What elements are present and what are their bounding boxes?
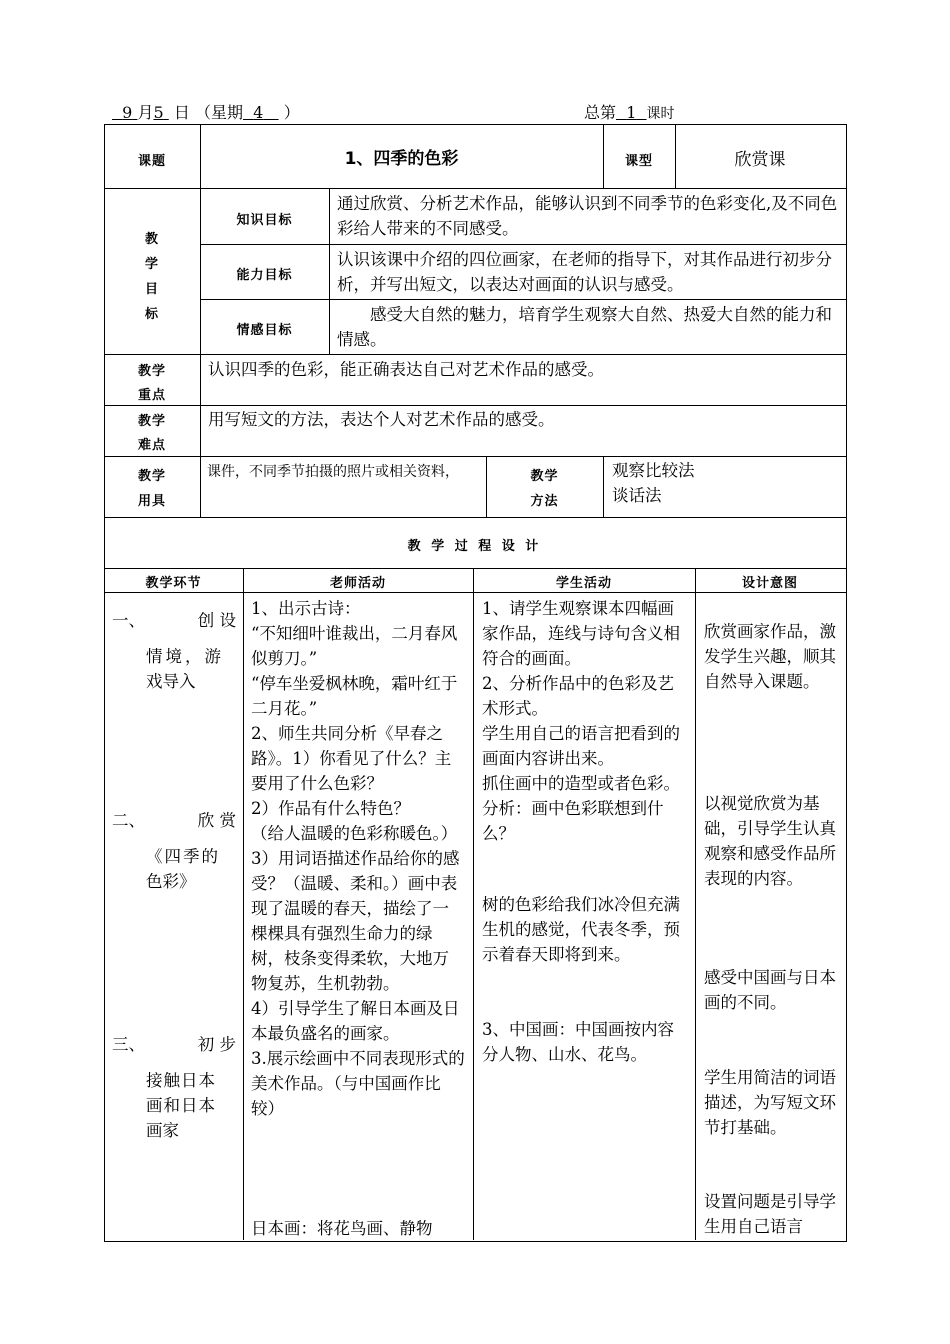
student-line: 树的色彩给我们冰冷但充满生机的感觉，代表冬季，预示着春天即将到来。: [482, 895, 680, 964]
topic-label: 课题: [137, 154, 166, 169]
intent-item: 以视觉欣赏为基础，引导学生认真观察和感受作品所表现的内容。: [704, 794, 836, 888]
teacher-line: 2）作品有什么特色？: [251, 799, 410, 818]
lesson-type: 欣赏课: [734, 150, 786, 170]
intent-item: 感受中国画与日本画的不同。: [704, 968, 836, 1012]
student-line: 学生用自己的语言把看到的画面内容讲出来。: [482, 724, 680, 768]
tools-text: 课件，不同季节拍摄的照片或相关资料，: [207, 464, 459, 480]
process-title: 教 学 过 程 设 计: [407, 539, 542, 554]
knowledge-objective: 通过欣赏、分析艺术作品，能够认识到不同季节的色彩变化,及不同色彩给人带来的不同感受。: [337, 194, 838, 238]
intent-item: 学生用简洁的词语描述，为写短文环节打基础。: [704, 1068, 836, 1137]
ability-objective: 认识该课中介绍的四位画家，在老师的指导下，对其作品进行初步分析，并写出短文，以表达对画面的认识与感受。: [337, 250, 832, 294]
method-item: 观察比较法: [612, 461, 695, 480]
student-activity: [482, 596, 690, 846]
student-line: 2、分析作品中的色彩及艺术形式。: [482, 674, 674, 718]
teacher-activity: [251, 596, 465, 1121]
objectives-label-char: 标: [144, 307, 159, 322]
total-value: 1: [626, 103, 637, 122]
difficulty-label: 教学 难点: [137, 414, 166, 453]
col-header-intent: 设计意图: [741, 576, 798, 591]
method-label: 教学 方法: [530, 469, 559, 509]
month-value: 9: [122, 103, 133, 122]
teacher-line: 日本画：将花鸟画、静物: [251, 1219, 433, 1238]
col-header-student: 学生活动: [555, 576, 612, 591]
teacher-line: “不知细叶谁裁出，二月春风似剪刀。”: [251, 624, 458, 668]
objectives-label-char: 教: [144, 232, 159, 247]
teacher-line: 1、出示古诗：: [251, 599, 361, 618]
key-point-label: 教学 重点: [137, 364, 166, 403]
objectives-label-char: 学: [144, 257, 159, 272]
objectives-label-char: 目: [144, 282, 159, 297]
difficulty-text: 用写短文的方法，表达个人对艺术作品的感受。: [208, 410, 555, 429]
teacher-line: 2、师生共同分析《早春之路》。1）你看见了什么？主要用了什么色彩？: [251, 724, 452, 793]
methods-list: [612, 458, 842, 508]
weekday-open: （星期: [194, 103, 243, 122]
date-line: [112, 103, 300, 123]
col-header-stage: 教学环节: [145, 576, 202, 591]
weekday-close: ）: [283, 103, 300, 122]
method-item: 谈话法: [612, 486, 662, 505]
intent-item: 欣赏画家作品，激发学生兴趣，顺其自然导入课题。: [704, 622, 836, 691]
knowledge-label: 知识目标: [236, 213, 293, 228]
total-suffix: 课时: [646, 106, 675, 122]
emotion-objective: 感受大自然的魅力，培育学生观察大自然、热爱大自然的能力和情感。: [337, 305, 832, 349]
col-header-teacher: 老师活动: [329, 576, 386, 591]
teacher-line: “停车坐爱枫林晚，霜叶红于二月花。”: [251, 674, 458, 718]
teacher-line: 3）用词语描述作品给你的感受？（温暖、柔和。）画中表现了温暖的春天，描绘了一棵棵具有强烈生命力的绿树，枝条变得柔软，大地万物复苏，生机勃勃。: [251, 849, 460, 993]
emotion-label: 情感目标: [236, 323, 293, 338]
student-line: 抓住画中的造型或者色彩。: [482, 774, 680, 793]
intent-item: 设置问题是引导学生用自己语言: [704, 1192, 836, 1236]
ability-label: 能力目标: [236, 268, 293, 283]
student-line: 分析：画中色彩联想到什么？: [482, 799, 664, 843]
tools-label: 教学 用具: [137, 469, 166, 509]
teacher-line: 4）引导学生了解日本画及日本最负盛名的画家。: [251, 999, 460, 1043]
teacher-line: （给人温暖的色彩称暖色。）: [251, 824, 458, 843]
key-point-text: 认识四季的色彩，能正确表达自己对艺术作品的感受。: [208, 360, 604, 379]
day-label: 日: [173, 103, 190, 122]
weekday-value: 4: [253, 103, 264, 122]
student-line: 1、请学生观察课本四幅画家作品，连线与诗句含义相符合的画面。: [482, 599, 680, 668]
total-lessons: [584, 103, 675, 124]
student-line: 3、中国画：中国画按内容分人物、山水、花鸟。: [482, 1020, 674, 1064]
type-label: 课型: [624, 154, 653, 169]
total-prefix: 总第: [584, 103, 617, 122]
lesson-topic: 1、四季的色彩: [344, 149, 459, 169]
teacher-line: 3.展示绘画中不同表现形式的美术作品。（与中国画作比较）: [251, 1049, 465, 1118]
month-label: 月: [137, 103, 154, 122]
day-value: 5: [153, 103, 164, 122]
